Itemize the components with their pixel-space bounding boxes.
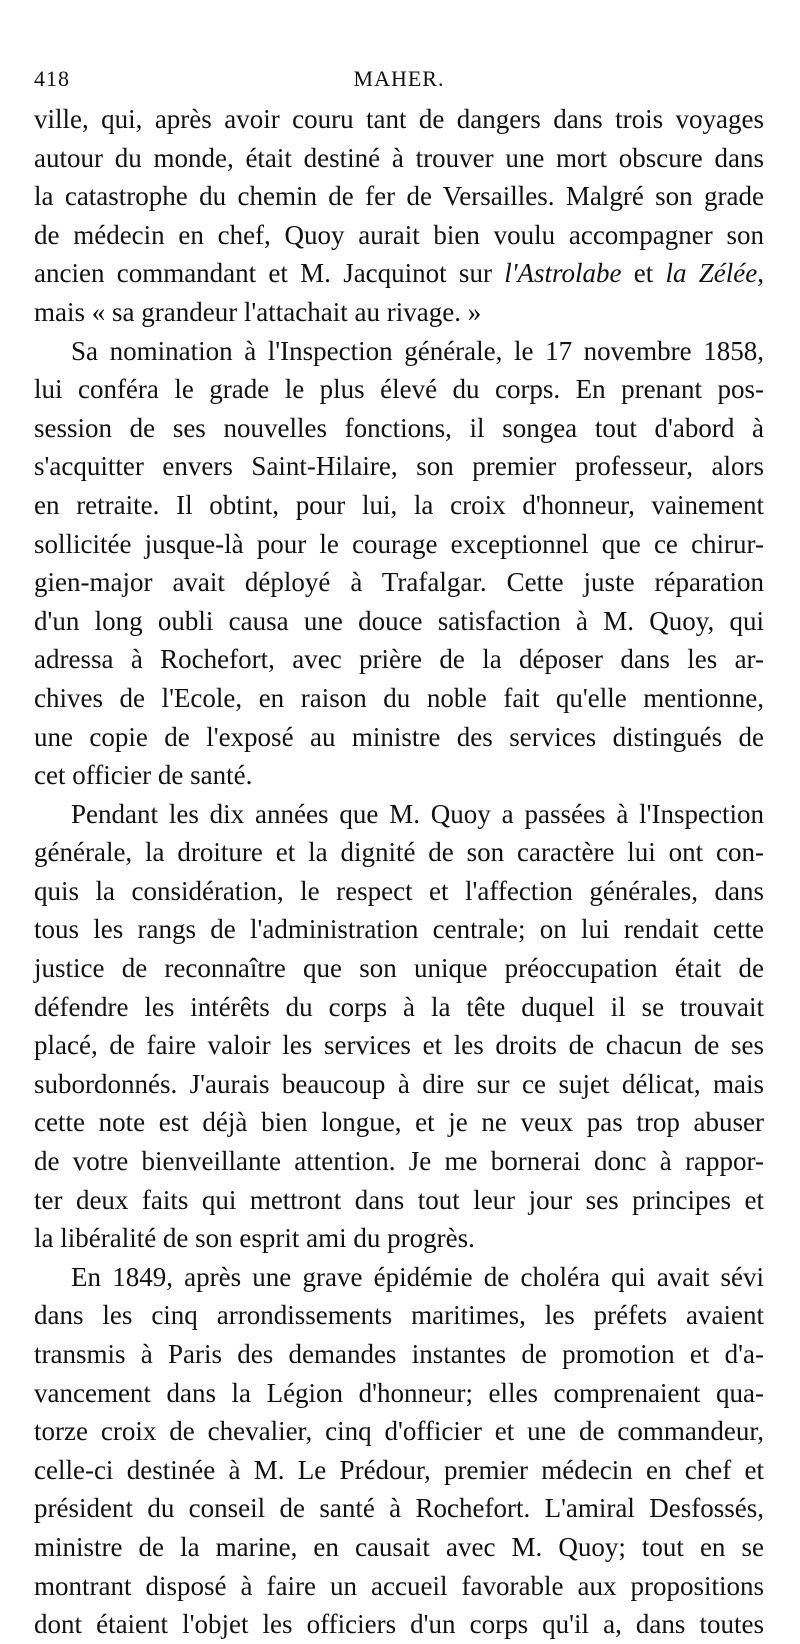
text-line: torze croix de chevalier, cinq d'officier et une de commandeur, bbox=[34, 1416, 764, 1447]
text-line: la catastrophe du chemin de fer de Versailles. Malgré son grade bbox=[34, 181, 764, 212]
paragraph-1 bbox=[34, 100, 764, 332]
text-line: justice de reconnaître que son unique préoccupation était de bbox=[34, 953, 764, 984]
text-line: gien-major avait déployé à Trafalgar. Cette juste réparation bbox=[34, 567, 764, 598]
text-line: une copie de l'exposé au ministre des services distingués de bbox=[34, 721, 764, 752]
page-number: 418 bbox=[34, 66, 70, 91]
text-line: de votre bienveillante attention. Je me bornerai donc à rappor- bbox=[34, 1146, 764, 1177]
text-line: En 1849, après une grave épidémie de choléra qui avait sévi bbox=[71, 1261, 764, 1292]
text-line: sollicitée jusque-là pour le courage exceptionnel que ce chirur- bbox=[34, 528, 764, 559]
text-line: mais « sa grandeur l'attachait au rivage. » bbox=[34, 296, 482, 327]
text-line: Pendant les dix années que M. Quoy a passées à l'Inspection bbox=[71, 798, 764, 829]
text-line: cette note est déjà bien longue, et je ne veux pas trop abuser bbox=[34, 1107, 764, 1138]
text-line: session de ses nouvelles fonctions, il songea tout d'abord à bbox=[34, 412, 764, 443]
paragraph-4 bbox=[34, 1258, 764, 1644]
text-line: subordonnés. J'aurais beaucoup à dire sur ce sujet délicat, mais bbox=[34, 1068, 764, 1099]
text-line: ter deux faits qui mettront dans tout leur jour ses principes et bbox=[34, 1184, 764, 1215]
text-line: vancement dans la Légion d'honneur; elles comprenaient qua- bbox=[34, 1377, 764, 1408]
text-line: montrant disposé à faire un accueil favorable aux propositions bbox=[34, 1570, 764, 1601]
text-line: générale, la droiture et la dignité de son caractère lui ont con- bbox=[34, 837, 764, 868]
text-line: de médecin en chef, Quoy aurait bien voulu accompagner son bbox=[34, 219, 764, 250]
text-line: cet officier de santé. bbox=[34, 760, 253, 791]
text-line: la libéralité de son esprit ami du progrès. bbox=[34, 1223, 475, 1254]
text-line: président du conseil de santé à Rochefort. L'amiral Desfossés, bbox=[34, 1493, 764, 1524]
text-line: s'acquitter envers Saint-Hilaire, son premier professeur, alors bbox=[34, 451, 764, 482]
running-head bbox=[34, 60, 764, 100]
text-line: Sa nomination à l'Inspection générale, le 17 novembre 1858, bbox=[71, 335, 764, 366]
text-line: autour du monde, était destiné à trouver une mort obscure dans bbox=[34, 142, 764, 173]
running-title: MAHER. bbox=[353, 66, 445, 91]
text-line: tous les rangs de l'administration centrale; on lui rendait cette bbox=[34, 914, 764, 945]
text-line: ancien commandant et M. Jacquinot sur l'Astrolabe et la Zélée, bbox=[34, 258, 764, 289]
book-page bbox=[34, 60, 764, 1644]
text-line: en retraite. Il obtint, pour lui, la croix d'honneur, vainement bbox=[34, 489, 764, 520]
text-line: lui conféra le grade le plus élevé du corps. En prenant pos- bbox=[34, 374, 764, 405]
text-line: ministre de la marine, en causait avec M. Quoy; tout en se bbox=[34, 1531, 764, 1562]
text-line: adressa à Rochefort, avec prière de la déposer dans les ar- bbox=[34, 644, 764, 675]
body-text bbox=[34, 100, 764, 1644]
paragraph-3 bbox=[34, 795, 764, 1258]
text-line: dans les cinq arrondissements maritimes, les préfets avaient bbox=[34, 1300, 764, 1331]
text-line: placé, de faire valoir les services et les droits de chacun de ses bbox=[34, 1030, 764, 1061]
paragraph-2 bbox=[34, 332, 764, 795]
text-line: d'un long oubli causa une douce satisfaction à M. Quoy, qui bbox=[34, 605, 764, 636]
text-line: défendre les intérêts du corps à la tête duquel il se trouvait bbox=[34, 991, 764, 1022]
text-line: celle-ci destinée à M. Le Prédour, premier médecin en chef et bbox=[34, 1454, 764, 1485]
text-line: ville, qui, après avoir couru tant de dangers dans trois voyages bbox=[34, 104, 764, 134]
text-line: dont étaient l'objet les officiers d'un corps qu'il a, dans toutes bbox=[34, 1609, 764, 1640]
text-line: quis la considération, le respect et l'affection générales, dans bbox=[34, 875, 764, 906]
text-line: transmis à Paris des demandes instantes de promotion et d'a- bbox=[34, 1339, 764, 1369]
text-line: chives de l'Ecole, en raison du noble fait qu'elle mentionne, bbox=[34, 682, 764, 713]
